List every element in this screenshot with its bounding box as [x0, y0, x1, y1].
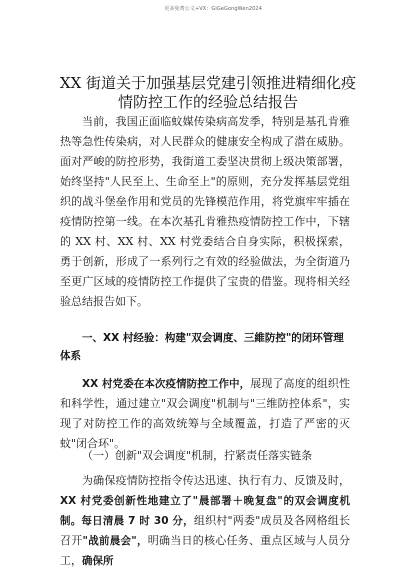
- subsection-1-text-bold-3: 确保所: [82, 555, 114, 567]
- intro-paragraph: 当前，我国正面临蚊媒传染病高发季，特别是基孔肯雅热等急性传染病，对人民群众的健康安全构成了潜在威胁。面对严峻的防控形势，我街道工委坚决贯彻上级决策部署，始终坚持"人民至上、生命至上"的原则，充分发挥基层党组织的战斗堡垒作用和党员的先锋模范作用，将党旗牢牢插在疫情防控第一线。在本次基孔肯雅热疫情防控工作中，下辖的 XX 村、XX 村、XX 村党委结合自身实际，积极探索，勇于创新，形成了一系列行之有效的经验做法，为全街道乃至更广区域的疫情防控工作提供了宝贵的借鉴。现将相关经验总结报告如下。: [60, 115, 350, 308]
- subsection-1-heading: （一）创新"双会调度"机制，拧紧责任落实链条: [82, 449, 313, 462]
- section-1-paragraph-rest: 展现了高度的组织性和科学性，通过建立"双会调度"机制与"三维防控体系"，实现了对防控工作的高效统筹与全域覆盖，打造了严密的灭蚊"闭合环"。: [60, 377, 350, 450]
- subsection-1-paragraph: [60, 471, 350, 571]
- subsection-1-text-c: 明确当日的核心任务、重点区域与人员分工，: [60, 534, 351, 567]
- section-1-paragraph: [60, 374, 350, 454]
- subsection-1-text-bold-2: "战前晨会"，: [82, 535, 148, 547]
- watermark-text: 更多免费公文+VX：GiGeGongWen2024: [164, 6, 262, 12]
- subsection-1-text-bold: XX 村党委创新性地建立了"晨部署＋晚复盘"的双会调度机制。每日清晨 7 时 30 分，: [60, 495, 350, 527]
- subsection-1-text-a: 为确保疫情防控指令传达迅速、执行有力、反馈及时，: [82, 474, 350, 487]
- title-line-1: XX 街道关于加强基层党建引领推进精细化疫: [59, 74, 357, 92]
- section-1-heading: 一、XX 村经验：构建"双会调度、三維防控"的闭环管理体系: [60, 332, 344, 362]
- document-title: [58, 74, 358, 112]
- title-line-2: 情防控工作的经验总结报告: [117, 93, 298, 111]
- subsection-1-text-b: 组织村"两委"成员及各网格组长召开: [60, 514, 350, 547]
- section-1-paragraph-bold: XX 村党委在本次疫情防控工作中，: [82, 378, 251, 390]
